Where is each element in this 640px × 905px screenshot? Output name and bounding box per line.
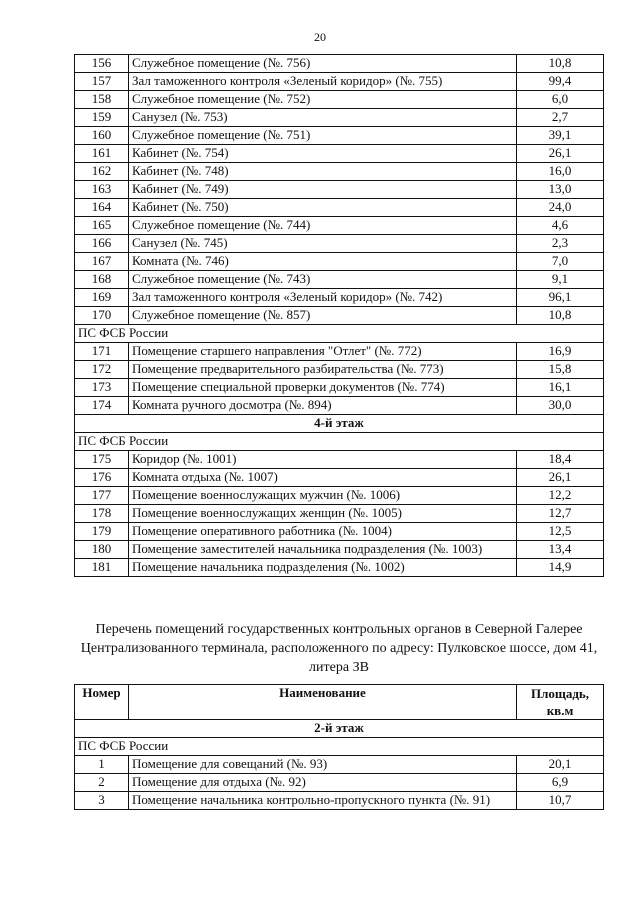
cell-area: 6,9 xyxy=(517,774,604,792)
table-row xyxy=(75,307,604,325)
cell-area: 99,4 xyxy=(517,73,604,91)
cell-name: Коридор (№. 1001) xyxy=(129,451,517,469)
cell-name: Служебное помещение (№. 857) xyxy=(129,307,517,325)
table-row xyxy=(75,505,604,523)
cell-name: Санузел (№. 745) xyxy=(129,235,517,253)
cell-area: 16,9 xyxy=(517,343,604,361)
cell-area: 96,1 xyxy=(517,289,604,307)
organization-row xyxy=(75,738,604,756)
table-row xyxy=(75,91,604,109)
cell-area: 24,0 xyxy=(517,199,604,217)
cell-name: Кабинет (№. 748) xyxy=(129,163,517,181)
cell-area: 12,7 xyxy=(517,505,604,523)
cell-num: 160 xyxy=(75,127,129,145)
table-row xyxy=(75,792,604,810)
cell-name: Помещение начальника контрольно-пропускного пункта (№. 91) xyxy=(129,792,517,810)
cell-area: 12,5 xyxy=(517,523,604,541)
cell-area: 7,0 xyxy=(517,253,604,271)
cell-num: 179 xyxy=(75,523,129,541)
cell-area: 2,7 xyxy=(517,109,604,127)
cell-name: Зал таможенного контроля «Зеленый коридор» (№. 755) xyxy=(129,73,517,91)
cell-name: Комната отдыха (№. 1007) xyxy=(129,469,517,487)
table-row xyxy=(75,523,604,541)
cell-area: 10,8 xyxy=(517,55,604,73)
table-row xyxy=(75,361,604,379)
cell-name: Служебное помещение (№. 756) xyxy=(129,55,517,73)
cell-num: 166 xyxy=(75,235,129,253)
cell-name: Зал таможенного контроля «Зеленый коридор» (№. 742) xyxy=(129,289,517,307)
cell-num: 173 xyxy=(75,379,129,397)
table-row xyxy=(75,127,604,145)
cell-name: Помещение военнослужащих мужчин (№. 1006) xyxy=(129,487,517,505)
cell-area: 16,1 xyxy=(517,379,604,397)
premises-table-continued xyxy=(74,54,604,577)
cell-area: 20,1 xyxy=(517,756,604,774)
cell-num: 174 xyxy=(75,397,129,415)
header-name: Наименование xyxy=(129,685,517,720)
cell-area: 13,4 xyxy=(517,541,604,559)
cell-name: Помещение специальной проверки документов (№. 774) xyxy=(129,379,517,397)
table-row xyxy=(75,199,604,217)
floor-heading: 2-й этаж xyxy=(75,720,604,738)
cell-num: 162 xyxy=(75,163,129,181)
organization-name: ПС ФСБ России xyxy=(75,325,604,343)
table-row xyxy=(75,289,604,307)
table-row xyxy=(75,145,604,163)
cell-num: 1 xyxy=(75,756,129,774)
cell-num: 172 xyxy=(75,361,129,379)
cell-name: Помещение старшего направления "Отлет" (№. 772) xyxy=(129,343,517,361)
cell-name: Кабинет (№. 754) xyxy=(129,145,517,163)
cell-name: Комната (№. 746) xyxy=(129,253,517,271)
cell-num: 180 xyxy=(75,541,129,559)
cell-name: Помещение оперативного работника (№. 1004) xyxy=(129,523,517,541)
cell-name: Комната ручного досмотра (№. 894) xyxy=(129,397,517,415)
table-row xyxy=(75,109,604,127)
cell-area: 13,0 xyxy=(517,181,604,199)
organization-name: ПС ФСБ России xyxy=(75,433,604,451)
table-row xyxy=(75,235,604,253)
cell-num: 170 xyxy=(75,307,129,325)
cell-area: 15,8 xyxy=(517,361,604,379)
cell-name: Помещение начальника подразделения (№. 1002) xyxy=(129,559,517,577)
floor-heading-row xyxy=(75,415,604,433)
cell-num: 158 xyxy=(75,91,129,109)
page-number: 20 xyxy=(314,30,326,44)
table-row xyxy=(75,469,604,487)
cell-num: 156 xyxy=(75,55,129,73)
cell-num: 176 xyxy=(75,469,129,487)
cell-area: 26,1 xyxy=(517,469,604,487)
table-row xyxy=(75,379,604,397)
table-row xyxy=(75,73,604,91)
cell-name: Служебное помещение (№. 752) xyxy=(129,91,517,109)
cell-name: Помещение военнослужащих женщин (№. 1005) xyxy=(129,505,517,523)
table-row xyxy=(75,55,604,73)
cell-area: 18,4 xyxy=(517,451,604,469)
cell-num: 157 xyxy=(75,73,129,91)
cell-num: 2 xyxy=(75,774,129,792)
organization-row xyxy=(75,325,604,343)
section-caption: Перечень помещений государственных контрольных органов в Северной Галерее Централизованного терминала, расположенного по адресу: Пулковское шоссе, дом 41, литера ЗВ xyxy=(80,622,598,675)
cell-num: 169 xyxy=(75,289,129,307)
table-row xyxy=(75,559,604,577)
cell-num: 161 xyxy=(75,145,129,163)
cell-num: 164 xyxy=(75,199,129,217)
cell-area: 30,0 xyxy=(517,397,604,415)
cell-name: Кабинет (№. 749) xyxy=(129,181,517,199)
cell-name: Помещение для совещаний (№. 93) xyxy=(129,756,517,774)
organization-name: ПС ФСБ России xyxy=(75,738,604,756)
cell-area: 14,9 xyxy=(517,559,604,577)
cell-area: 6,0 xyxy=(517,91,604,109)
cell-num: 171 xyxy=(75,343,129,361)
cell-name: Служебное помещение (№. 744) xyxy=(129,217,517,235)
table-row xyxy=(75,397,604,415)
table-row xyxy=(75,487,604,505)
cell-num: 178 xyxy=(75,505,129,523)
table-row xyxy=(75,217,604,235)
cell-name: Кабинет (№. 750) xyxy=(129,199,517,217)
cell-name: Помещение для отдыха (№. 92) xyxy=(129,774,517,792)
cell-num: 167 xyxy=(75,253,129,271)
cell-area: 16,0 xyxy=(517,163,604,181)
table-row xyxy=(75,451,604,469)
table-row xyxy=(75,541,604,559)
cell-name: Служебное помещение (№. 743) xyxy=(129,271,517,289)
header-area: Площадь, кв.м xyxy=(517,685,604,720)
table-row xyxy=(75,253,604,271)
cell-num: 3 xyxy=(75,792,129,810)
table-row xyxy=(75,774,604,792)
premises-table-north-gallery xyxy=(74,684,604,810)
cell-num: 181 xyxy=(75,559,129,577)
header-number: Номер xyxy=(75,685,129,720)
cell-area: 12,2 xyxy=(517,487,604,505)
table-row xyxy=(75,163,604,181)
cell-area: 9,1 xyxy=(517,271,604,289)
cell-area: 10,8 xyxy=(517,307,604,325)
floor-heading: 4-й этаж xyxy=(75,415,604,433)
cell-area: 4,6 xyxy=(517,217,604,235)
floor-heading-row xyxy=(75,720,604,738)
cell-num: 168 xyxy=(75,271,129,289)
cell-name: Помещение заместителей начальника подразделения (№. 1003) xyxy=(129,541,517,559)
cell-num: 177 xyxy=(75,487,129,505)
cell-area: 39,1 xyxy=(517,127,604,145)
cell-area: 26,1 xyxy=(517,145,604,163)
cell-area: 10,7 xyxy=(517,792,604,810)
table-row xyxy=(75,271,604,289)
cell-num: 175 xyxy=(75,451,129,469)
cell-num: 163 xyxy=(75,181,129,199)
cell-name: Санузел (№. 753) xyxy=(129,109,517,127)
organization-row xyxy=(75,433,604,451)
cell-name: Служебное помещение (№. 751) xyxy=(129,127,517,145)
table-row xyxy=(75,343,604,361)
cell-area: 2,3 xyxy=(517,235,604,253)
table-row xyxy=(75,181,604,199)
cell-name: Помещение предварительного разбирательства (№. 773) xyxy=(129,361,517,379)
header-row xyxy=(75,685,604,720)
cell-num: 159 xyxy=(75,109,129,127)
table-row xyxy=(75,756,604,774)
cell-num: 165 xyxy=(75,217,129,235)
